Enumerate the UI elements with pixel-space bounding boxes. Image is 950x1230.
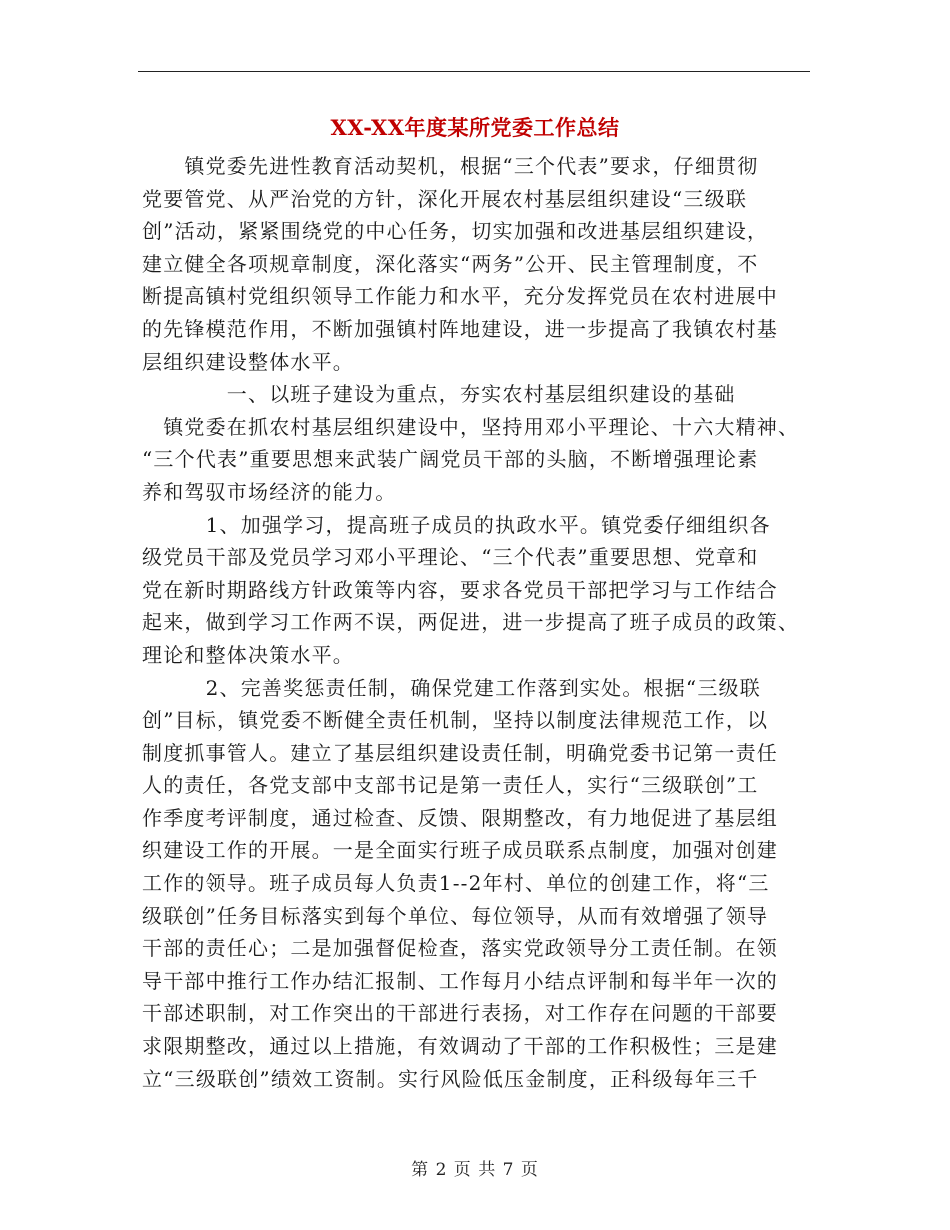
text-line: 干部述职制，对工作突出的干部进行表扬，对工作存在问题的干部要 [142, 1001, 778, 1026]
text-line: 2、完善奖惩责任制，确保党建工作落到实处。根据“三级联 [142, 675, 761, 700]
text-line: 求限期整改，通过以上措施，有效调动了干部的工作积极性；三是建 [142, 1034, 778, 1059]
text-line: 理论和整体决策水平。 [142, 642, 354, 667]
text-line: 干部的责任心；二是加强督促检查，落实党政领导分工责任制。在领 [142, 936, 778, 961]
document-body [142, 150, 810, 1095]
text-line: “三个代表”重要思想来武装广阔党员干部的头脑，不断增强理论素 [142, 447, 759, 472]
text-line: 织建设工作的开展。一是全面实行班子成员联系点制度，加强对创建 [142, 838, 778, 863]
page-footer [0, 1155, 950, 1180]
text-line: 人的责任，各党支部中支部书记是第一责任人，实行“三级联创”工 [142, 773, 759, 798]
text-line: 党要管党、从严治党的方针，深化开展农村基层组织建设“三级联 [142, 186, 748, 211]
text-line: 创”活动，紧紧围绕党的中心任务，切实加强和改进基层组织建设， [142, 219, 769, 244]
text-line: 建立健全各项规章制度，深化落实“两务”公开、民主管理制度，不 [142, 251, 759, 276]
text-line: 立“三级联创”绩效工资制。实行风险低压金制度，正科级每年三千 [142, 1066, 759, 1091]
text-line: 导干部中推行工作办结汇报制、工作每月小结点评制和每半年一次的 [142, 968, 778, 993]
text-line: 镇党委在抓农村基层组织建设中，坚持用邓小平理论、十六大精神、 [142, 414, 800, 439]
text-line: 工作的领导。班子成员每人负责1--2年村、单位的创建工作，将“三 [142, 871, 770, 896]
text-line: 镇党委先进性教育活动契机，根据“三个代表”要求，仔细贯彻 [142, 154, 759, 178]
text-line: 1、加强学习，提高班子成员的执政水平。镇党委仔细组织各 [142, 512, 771, 537]
text-line: 断提高镇村党组织领导工作能力和水平，充分发挥党员在农村进展中 [142, 284, 778, 309]
text-line: 级党员干部及党员学习邓小平理论、“三个代表”重要思想、党章和 [142, 545, 759, 570]
text-line: 作季度考评制度，通过检查、反馈、限期整改，有力地促进了基层组 [142, 805, 778, 830]
text-line: 党在新时期路线方针政策等内容，要求各党员干部把学习与工作结合 [142, 577, 778, 602]
text-line: 养和驾驭市场经济的能力。 [142, 479, 397, 504]
text-line: 一、以班子建设为重点，夯实农村基层组织建设的基础 [142, 382, 736, 407]
document-title: XX-XX年度某所党委工作总结 [330, 115, 620, 140]
text-line: 层组织建设整体水平。 [142, 349, 354, 374]
text-line: 创”目标，镇党委不断健全责任机制，坚持以制度法律规范工作，以 [142, 708, 769, 733]
page-number-label: 第 2 页 共 7 页 [411, 1160, 539, 1180]
text-line: 的先锋模范作用，不断加强镇村阵地建设，进一步提高了我镇农村基 [142, 316, 778, 341]
text-line: 级联创”任务目标落实到每个单位、每位领导，从而有效增强了领导 [142, 903, 769, 928]
text-line: 起来，做到学习工作两不误，两促进，进一步提高了班子成员的政策、 [142, 610, 800, 635]
header-rule [138, 71, 810, 72]
text-line: 制度抓事管人。建立了基层组织建设责任制，明确党委书记第一责任 [142, 740, 778, 765]
